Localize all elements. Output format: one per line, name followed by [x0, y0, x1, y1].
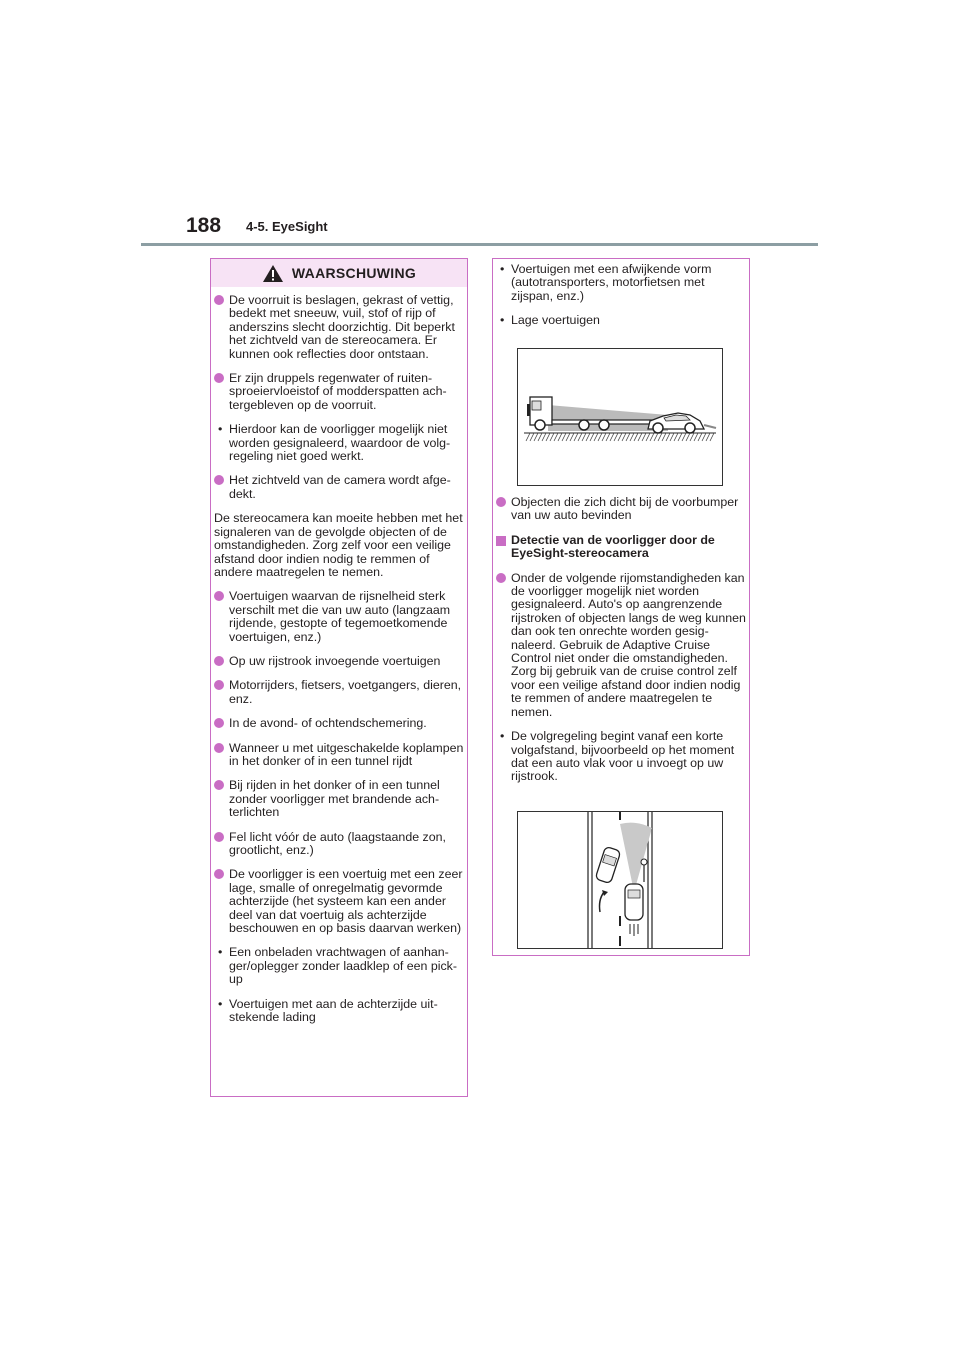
road-hatch-line	[626, 433, 630, 441]
section-heading: Detectie van de voorligger door de EyeSight-stereocamera	[496, 534, 746, 561]
warning-item: Het zichtveld van de camera wordt afgedekt.	[214, 474, 464, 501]
warning-item: Motorrijders, fietsers, voetgangers, dieren, enz.	[214, 679, 464, 706]
road-hatch-line	[638, 433, 642, 441]
right-subitem: • Lage voertuigen	[500, 313, 600, 328]
road-hatch-line	[662, 433, 666, 441]
road-hatch-line	[622, 433, 626, 441]
road-hatch-line	[646, 433, 650, 441]
warning-item: Voertuigen waarvan de rijsnelheid sterk verschilt met die van uw auto (langzaam rijdende, gestopte of tegemoetkomende voertuigen, enz.)	[214, 590, 464, 644]
warning-paragraph: De stereocamera kan moeite hebben met het signaleren van de gevolgde objecten of de omstandigheden. Zorg zelf voor een veilige afstand door indien nodig te remmen of andere maatregelen te nemen.	[214, 511, 463, 579]
bullet-circle-icon	[214, 832, 224, 842]
road-hatch-line	[598, 433, 602, 441]
right-item: Objecten die zich dicht bij de voorbumper van uw auto bevinden	[496, 496, 746, 523]
right-top-text	[496, 263, 746, 339]
bullet-circle-icon	[214, 718, 224, 728]
road-hatch-line	[710, 433, 714, 441]
section-title: 4-5. EyeSight	[246, 219, 328, 234]
figure-low-vehicle	[517, 348, 723, 486]
cut-in-illustration	[518, 812, 722, 948]
road-hatch-line	[554, 433, 558, 441]
page-number: 188	[186, 214, 222, 237]
warning-item: De voorligger is een voertuig met een zeer lage, smalle of onregelmatig gevormde achterzijde (het systeem kan een ander deel van dat voertuig als achterzijde beschouwen en op basis daarvan werken)	[214, 868, 464, 935]
bullet-circle-icon	[214, 591, 224, 601]
road-hatch-line	[542, 433, 546, 441]
road-hatch-line	[578, 433, 582, 441]
road-hatch-line	[614, 433, 618, 441]
road-hatch-line	[618, 433, 622, 441]
road-hatch-line	[650, 433, 654, 441]
warning-item: Bij rijden in het donker of in een tunnel zonder voorligger met brandende achterlichten	[214, 779, 464, 819]
road-hatch-line	[666, 433, 670, 441]
low-vehicle-illustration	[518, 349, 722, 485]
road-hatching	[526, 433, 714, 441]
road-hatch-line	[642, 433, 646, 441]
road-hatch-line	[698, 433, 702, 441]
right-item: Onder de volgende rijomstandigheden kan de voorligger mogelijk niet worden gesignaleerd. Auto's op aangrenzende rijstroken of objecten langs de weg kunnen dan ook ten onrechte worden gesignaleerd. Gebruik de Adaptive Cruise Control niet onder die omstandigheden. Zorg bij gebruik van de cruise control zelf voor een veilige afstand door indien nodig te remmen of andere maatregelen te nemen.	[496, 572, 746, 719]
warning-item: Er zijn druppels regenwater of ruitensproeiervloeistof of modderspatten achtergebleven op de voorruit.	[214, 372, 464, 412]
heading-square-icon	[496, 536, 506, 546]
bullet-circle-icon	[214, 680, 224, 690]
header-rule	[141, 243, 818, 246]
road-hatch-line	[566, 433, 570, 441]
road-hatch-line	[590, 433, 594, 441]
road-hatch-line	[534, 433, 538, 441]
road-hatch-line	[586, 433, 590, 441]
road-hatch-line	[706, 433, 710, 441]
warning-header	[211, 259, 467, 287]
warning-content	[214, 294, 464, 1035]
warning-item: De voorruit is beslagen, gekrast of vettig, bedekt met sneeuw, vuil, stof of rijp of anderszins slecht doorzichtig. Dit beperkt het zichtveld van de stereocamera. Er kunnen ook reflecties door ontstaan.	[214, 294, 464, 361]
road-hatch-line	[546, 433, 550, 441]
road-hatch-line	[538, 433, 542, 441]
warning-subitem: • Hierdoor kan de voorligger mogelijk niet worden gesignaleerd, waardoor de volgregeling niet goed werkt.	[218, 422, 451, 464]
road-hatch-line	[674, 433, 678, 441]
road-hatch-line	[594, 433, 598, 441]
bullet-circle-icon	[214, 743, 224, 753]
road-hatch-line	[694, 433, 698, 441]
road-hatch-line	[582, 433, 586, 441]
bullet-circle-icon	[214, 475, 224, 485]
warning-triangle-icon	[262, 264, 284, 283]
road-hatch-line	[550, 433, 554, 441]
road-hatch-line	[634, 433, 638, 441]
warning-subitem: • Voertuigen met aan de achterzijde uitstekende lading	[218, 996, 438, 1025]
road-hatch-line	[658, 433, 662, 441]
road-hatch-line	[526, 433, 530, 441]
bullet-circle-icon	[214, 373, 224, 383]
road-hatch-line	[630, 433, 634, 441]
bullet-circle-icon	[214, 295, 224, 305]
bullet-circle-icon	[214, 869, 224, 879]
road-hatch-line	[562, 433, 566, 441]
road-hatch-line	[602, 433, 606, 441]
road-hatch-line	[702, 433, 706, 441]
road-hatch-line	[558, 433, 562, 441]
bullet-circle-icon	[214, 780, 224, 790]
road-hatch-line	[570, 433, 574, 441]
warning-title: WAARSCHUWING	[291, 265, 417, 281]
road-hatch-line	[686, 433, 690, 441]
right-bottom-text	[496, 496, 746, 795]
warning-item: In de avond- of ochtendschemering.	[214, 717, 464, 730]
bullet-circle-icon	[496, 497, 506, 507]
bullet-circle-icon	[496, 573, 506, 583]
warning-item: Fel licht vóór de auto (laagstaande zon, grootlicht, enz.)	[214, 831, 464, 858]
figure-cut-in	[517, 811, 723, 949]
road-hatch-line	[682, 433, 686, 441]
road-hatch-line	[610, 433, 614, 441]
warning-subitem: • Een onbeladen vrachtwagen of aanhanger/oplegger zonder laadklep of een pick-up	[218, 945, 457, 987]
road-hatch-line	[574, 433, 578, 441]
bullet-circle-icon	[214, 656, 224, 666]
warning-item: Op uw rijstrook invoegende voertuigen	[214, 655, 464, 668]
right-subitem: • De volgregeling begint vanaf een korte volgafstand, bijvoorbeeld op het moment dat een auto vlak voor u invoegt op uw rijstrook.	[500, 729, 735, 784]
warning-item: Wanneer u met uitgeschakelde koplampen in het donker of in een tunnel rijdt	[214, 742, 464, 769]
road-hatch-line	[678, 433, 682, 441]
road-hatch-line	[654, 433, 658, 441]
road-hatch-line	[690, 433, 694, 441]
right-subitem: • Voertuigen met een afwijkende vorm (autotransporters, motorfietsen met zijspan, enz.)	[500, 262, 712, 303]
road-hatch-line	[530, 433, 534, 441]
road-hatch-line	[606, 433, 610, 441]
road-hatch-line	[670, 433, 674, 441]
